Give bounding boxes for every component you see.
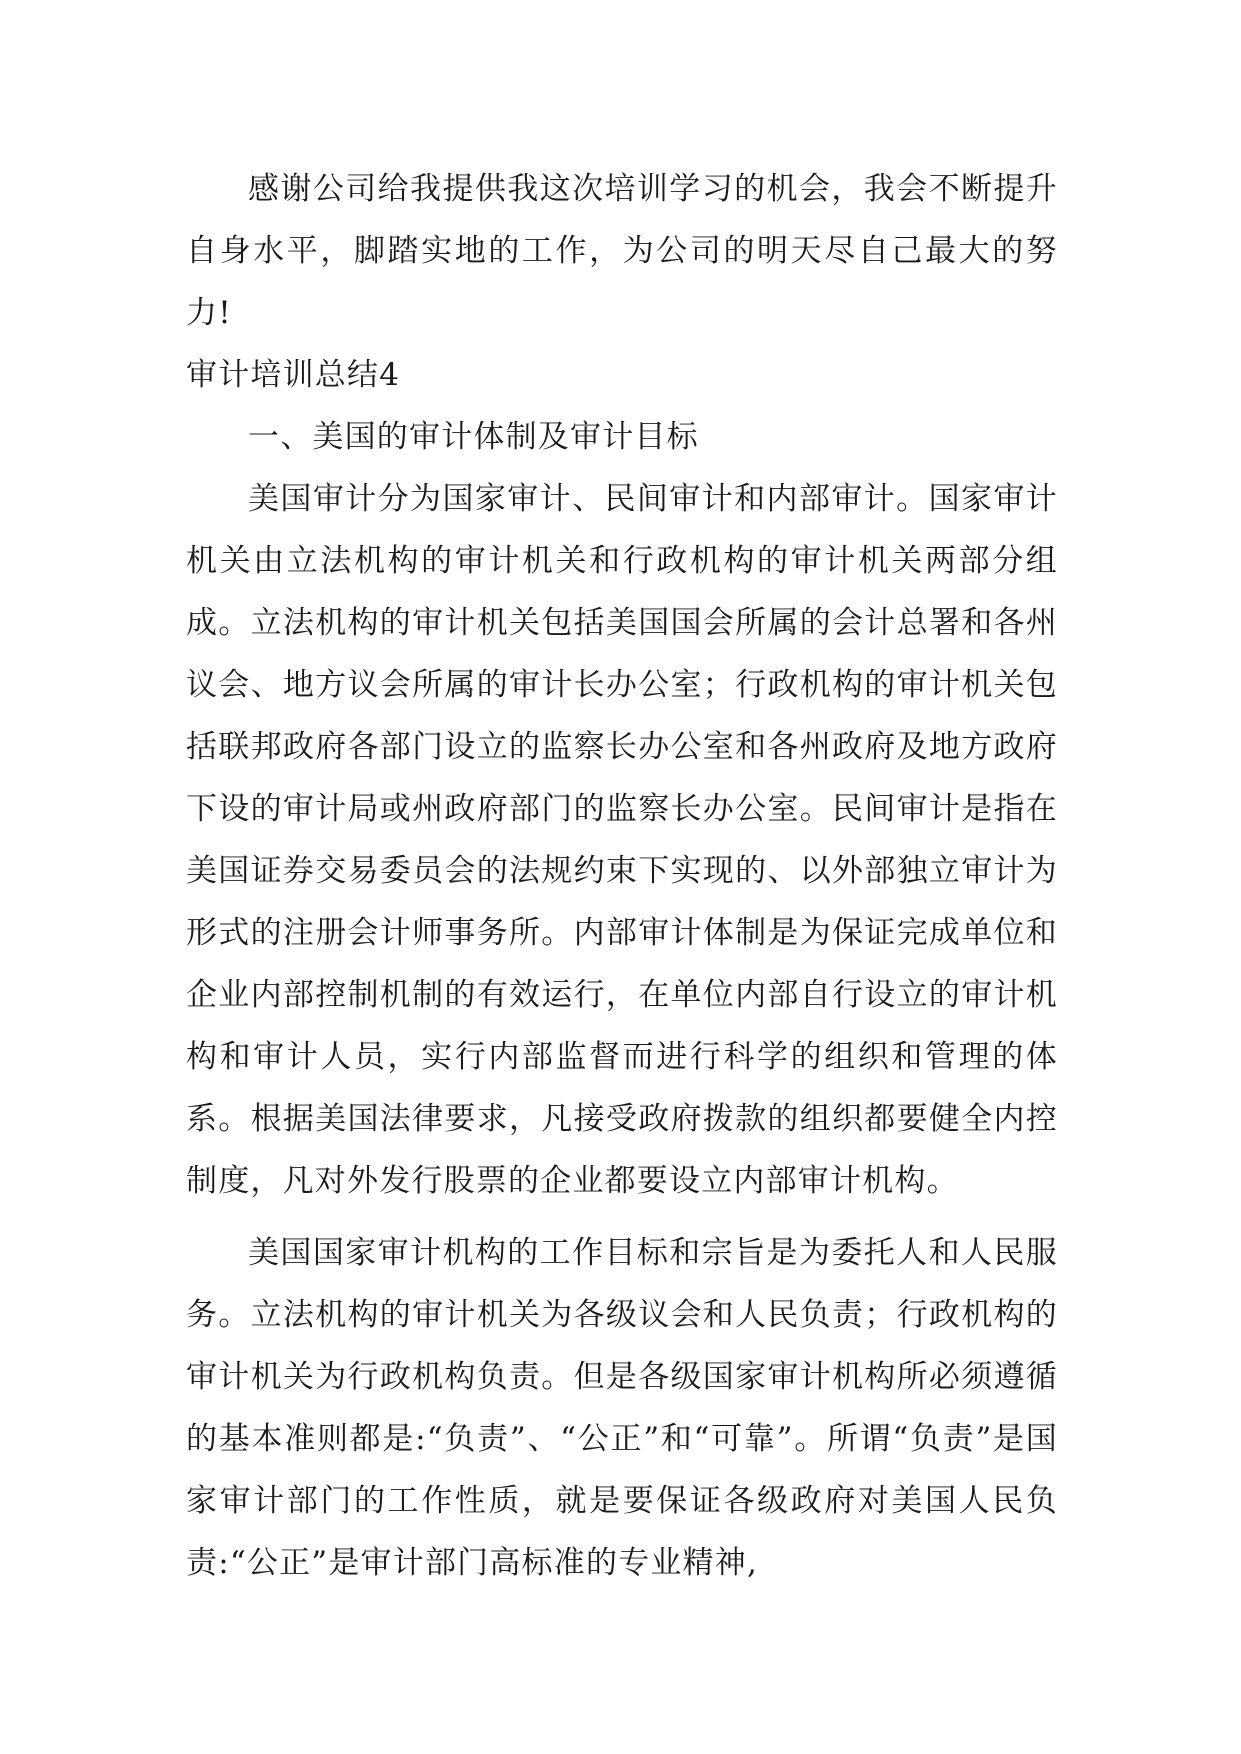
section-title: 审计培训总结4 (186, 357, 401, 393)
closing-paragraph: 感谢公司给我提供我这次培训学习的机会，我会不断提升自身水平，脚踏实地的工作，为公司的明天尽自己最大的努力! (186, 171, 1058, 331)
audit-system-paragraph: 美国审计分为国家审计、民间审计和内部审计。国家审计机关由立法机构的审计机关和行政机构的审计机关两部分组成。立法机构的审计机关包括美国国会所属的会计总署和各州议会、地方议会所属的审计长办公室；行政机构的审计机关包括联邦政府各部门设立的监察长办公室和各州政府及地方政府下设的审计局或州政府部门的监察长办公室。民间审计是指在美国证券交易委员会的法规约束下实现的、以外部独立审计为形式的注册会计师事务所。内部审计体制是为保证完成单位和企业内部控制机制的有效运行，在单位内部自行设立的审计机构和审计人员，实行内部监督而进行科学的组织和管理的体系。根据美国法律要求，凡接受政府拨款的组织都要健全内控制度，凡对外发行股票的企业都要设立内部审计机构。 (186, 481, 1058, 1199)
section-subheading: 一、美国的审计体制及审计目标 (248, 419, 699, 455)
document-body (186, 158, 1058, 1594)
audit-goal-paragraph: 美国国家审计机构的工作目标和宗旨是为委托人和人民服务。立法机构的审计机关为各级议会和人民负责；行政机构的审计机关为行政机构负责。但是各级国家审计机构所必须遵循的基本准则都是:“负责”、“公正”和“可靠”。所谓“负责”是国家审计部门的工作性质，就是要保证各级政府对美国人民负责:“公正”是审计部门高标准的专业精神, (186, 1235, 1058, 1581)
